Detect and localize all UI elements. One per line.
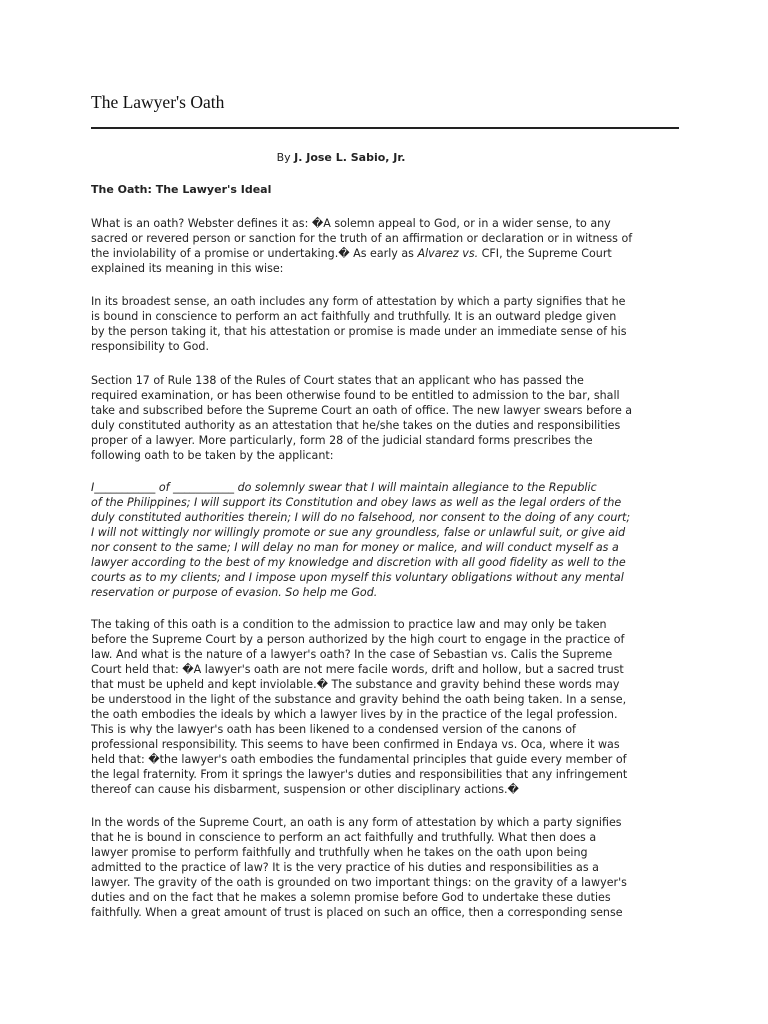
paragraph-line: be understood in the light of the substance and gravity behind the oath being taken. In a sense, <box>91 693 627 706</box>
paragraph-line: that he is bound in conscience to perform an act faithfully and truthfully. What then does a <box>91 831 597 844</box>
paragraph-line: What is an oath? Webster defines it as: �A solemn appeal to God, or in a wider sense, to any <box>91 217 611 230</box>
paragraph-line: sacred or revered person or sanction for the truth of an affirmation or declaration or in witness of <box>91 232 633 245</box>
paragraph-line: explained its meaning in this wise: <box>91 262 284 275</box>
paragraph-line: following oath to be taken by the applicant: <box>91 449 334 462</box>
paragraph-line: law. And what is the nature of a lawyer's oath? In the case of Sebastian vs. Calis the Supreme <box>91 648 613 661</box>
oath-line: courts as to my clients; and I impose upon myself this voluntary obligations without any mental <box>91 571 624 584</box>
paragraph-3 <box>91 373 681 463</box>
oath-line: I will not wittingly nor willingly promote or sue any groundless, false or unlawful suit, or give aid <box>91 526 626 539</box>
byline-prefix: By <box>276 151 295 164</box>
paragraph-6 <box>91 815 681 920</box>
paragraph-line: duties and on the fact that he makes a solemn promise before God to undertake these duties <box>91 891 611 904</box>
paragraph-line: that must be upheld and kept inviolable.� The substance and gravity behind these words may <box>91 678 620 691</box>
oath-line: lawyer according to the best of my knowledge and discretion with all good fidelity as well to the <box>91 556 626 569</box>
paragraph-line: lawyer. The gravity of the oath is grounded on two important things: on the gravity of a lawyer's <box>91 876 627 889</box>
paragraph-line <box>91 246 681 261</box>
paragraph-line: take and subscribed before the Supreme Court an oath of office. The new lawyer swears before a <box>91 404 633 417</box>
oath-line: duly constituted authorities therein; I will do no falsehood, nor consent to the doing of any court; <box>91 511 631 524</box>
paragraph-line: the legal fraternity. From it springs the lawyer's duties and responsibilities that any infringement <box>91 768 628 781</box>
paragraph-line: professional responsibility. This seems to have been confirmed in Endaya vs. Oca, where it was <box>91 738 620 751</box>
paragraph-line: Section 17 of Rule 138 of the Rules of Court states that an applicant who has passed the <box>91 374 584 387</box>
document-title: The Lawyer's Oath <box>91 92 225 112</box>
paragraph-line-text: the inviolability of a promise or undertaking.� As early as <box>91 247 418 260</box>
oath-line: reservation or purpose of evasion. So help me God. <box>91 586 378 599</box>
paragraph-line: faithfully. When a great amount of trust is placed on such an office, then a corresponding sense <box>91 906 623 919</box>
oath-line: of the Philippines; I will support its Constitution and obey laws as well as the legal orders of the <box>91 496 622 509</box>
paragraph-line: proper of a lawyer. More particularly, form 28 of the judicial standard forms prescribes the <box>91 434 593 447</box>
paragraph-line: lawyer promise to perform faithfully and truthfully when he takes on the oath upon being <box>91 846 588 859</box>
paragraph-line-text: CFI, the Supreme Court <box>478 247 612 260</box>
oath-line: I___________ of ___________ do solemnly swear that I will maintain allegiance to the Republic <box>91 481 597 494</box>
paragraph-line: This is why the lawyer's oath has been likened to a condensed version of the canons of <box>91 723 576 736</box>
paragraph-line: the oath embodies the ideals by which a lawyer lives by in the practice of the legal profession. <box>91 708 618 721</box>
byline <box>91 151 591 164</box>
paragraph-line: responsibility to God. <box>91 340 209 353</box>
oath-text <box>91 480 681 600</box>
paragraph-line: required examination, or has been otherwise found to be entitled to admission to the bar, shall <box>91 389 620 402</box>
paragraph-line: thereof can cause his disbarment, suspension or other disciplinary actions.� <box>91 783 519 796</box>
case-citation: Alvarez vs. <box>417 247 479 260</box>
paragraph-line: In the words of the Supreme Court, an oath is any form of attestation by which a party signifies <box>91 816 622 829</box>
section-heading: The Oath: The Lawyer's Ideal <box>91 183 272 196</box>
paragraph-line: In its broadest sense, an oath includes any form of attestation by which a party signifies that he <box>91 295 626 308</box>
oath-line: nor consent to the same; I will delay no man for money or malice, and will conduct myself as a <box>91 541 619 554</box>
paragraph-5 <box>91 617 681 797</box>
paragraph-line: duly constituted authority as an attestation that he/she takes on the duties and responsibilities <box>91 419 621 432</box>
paragraph-2 <box>91 294 681 354</box>
paragraph-line: admitted to the practice of law? It is the very practice of his duties and responsibilities as a <box>91 861 599 874</box>
paragraph-line: The taking of this oath is a condition to the admission to practice law and may only be taken <box>91 618 607 631</box>
title-divider <box>91 127 679 129</box>
paragraph-line: before the Supreme Court by a person authorized by the high court to engage in the practice of <box>91 633 625 646</box>
byline-author: J. Jose L. Sabio, Jr. <box>294 151 406 164</box>
paragraph-line: Court held that: �A lawyer's oath are not mere facile words, drift and hollow, but a sacred trust <box>91 663 624 676</box>
paragraph-line: by the person taking it, that his attestation or promise is made under an immediate sense of his <box>91 325 627 338</box>
paragraph-line: is bound in conscience to perform an act faithfully and truthfully. It is an outward pledge given <box>91 310 617 323</box>
paragraph-1 <box>91 216 681 276</box>
paragraph-line: held that: �the lawyer's oath embodies the fundamental principles that guide every member of <box>91 753 627 766</box>
